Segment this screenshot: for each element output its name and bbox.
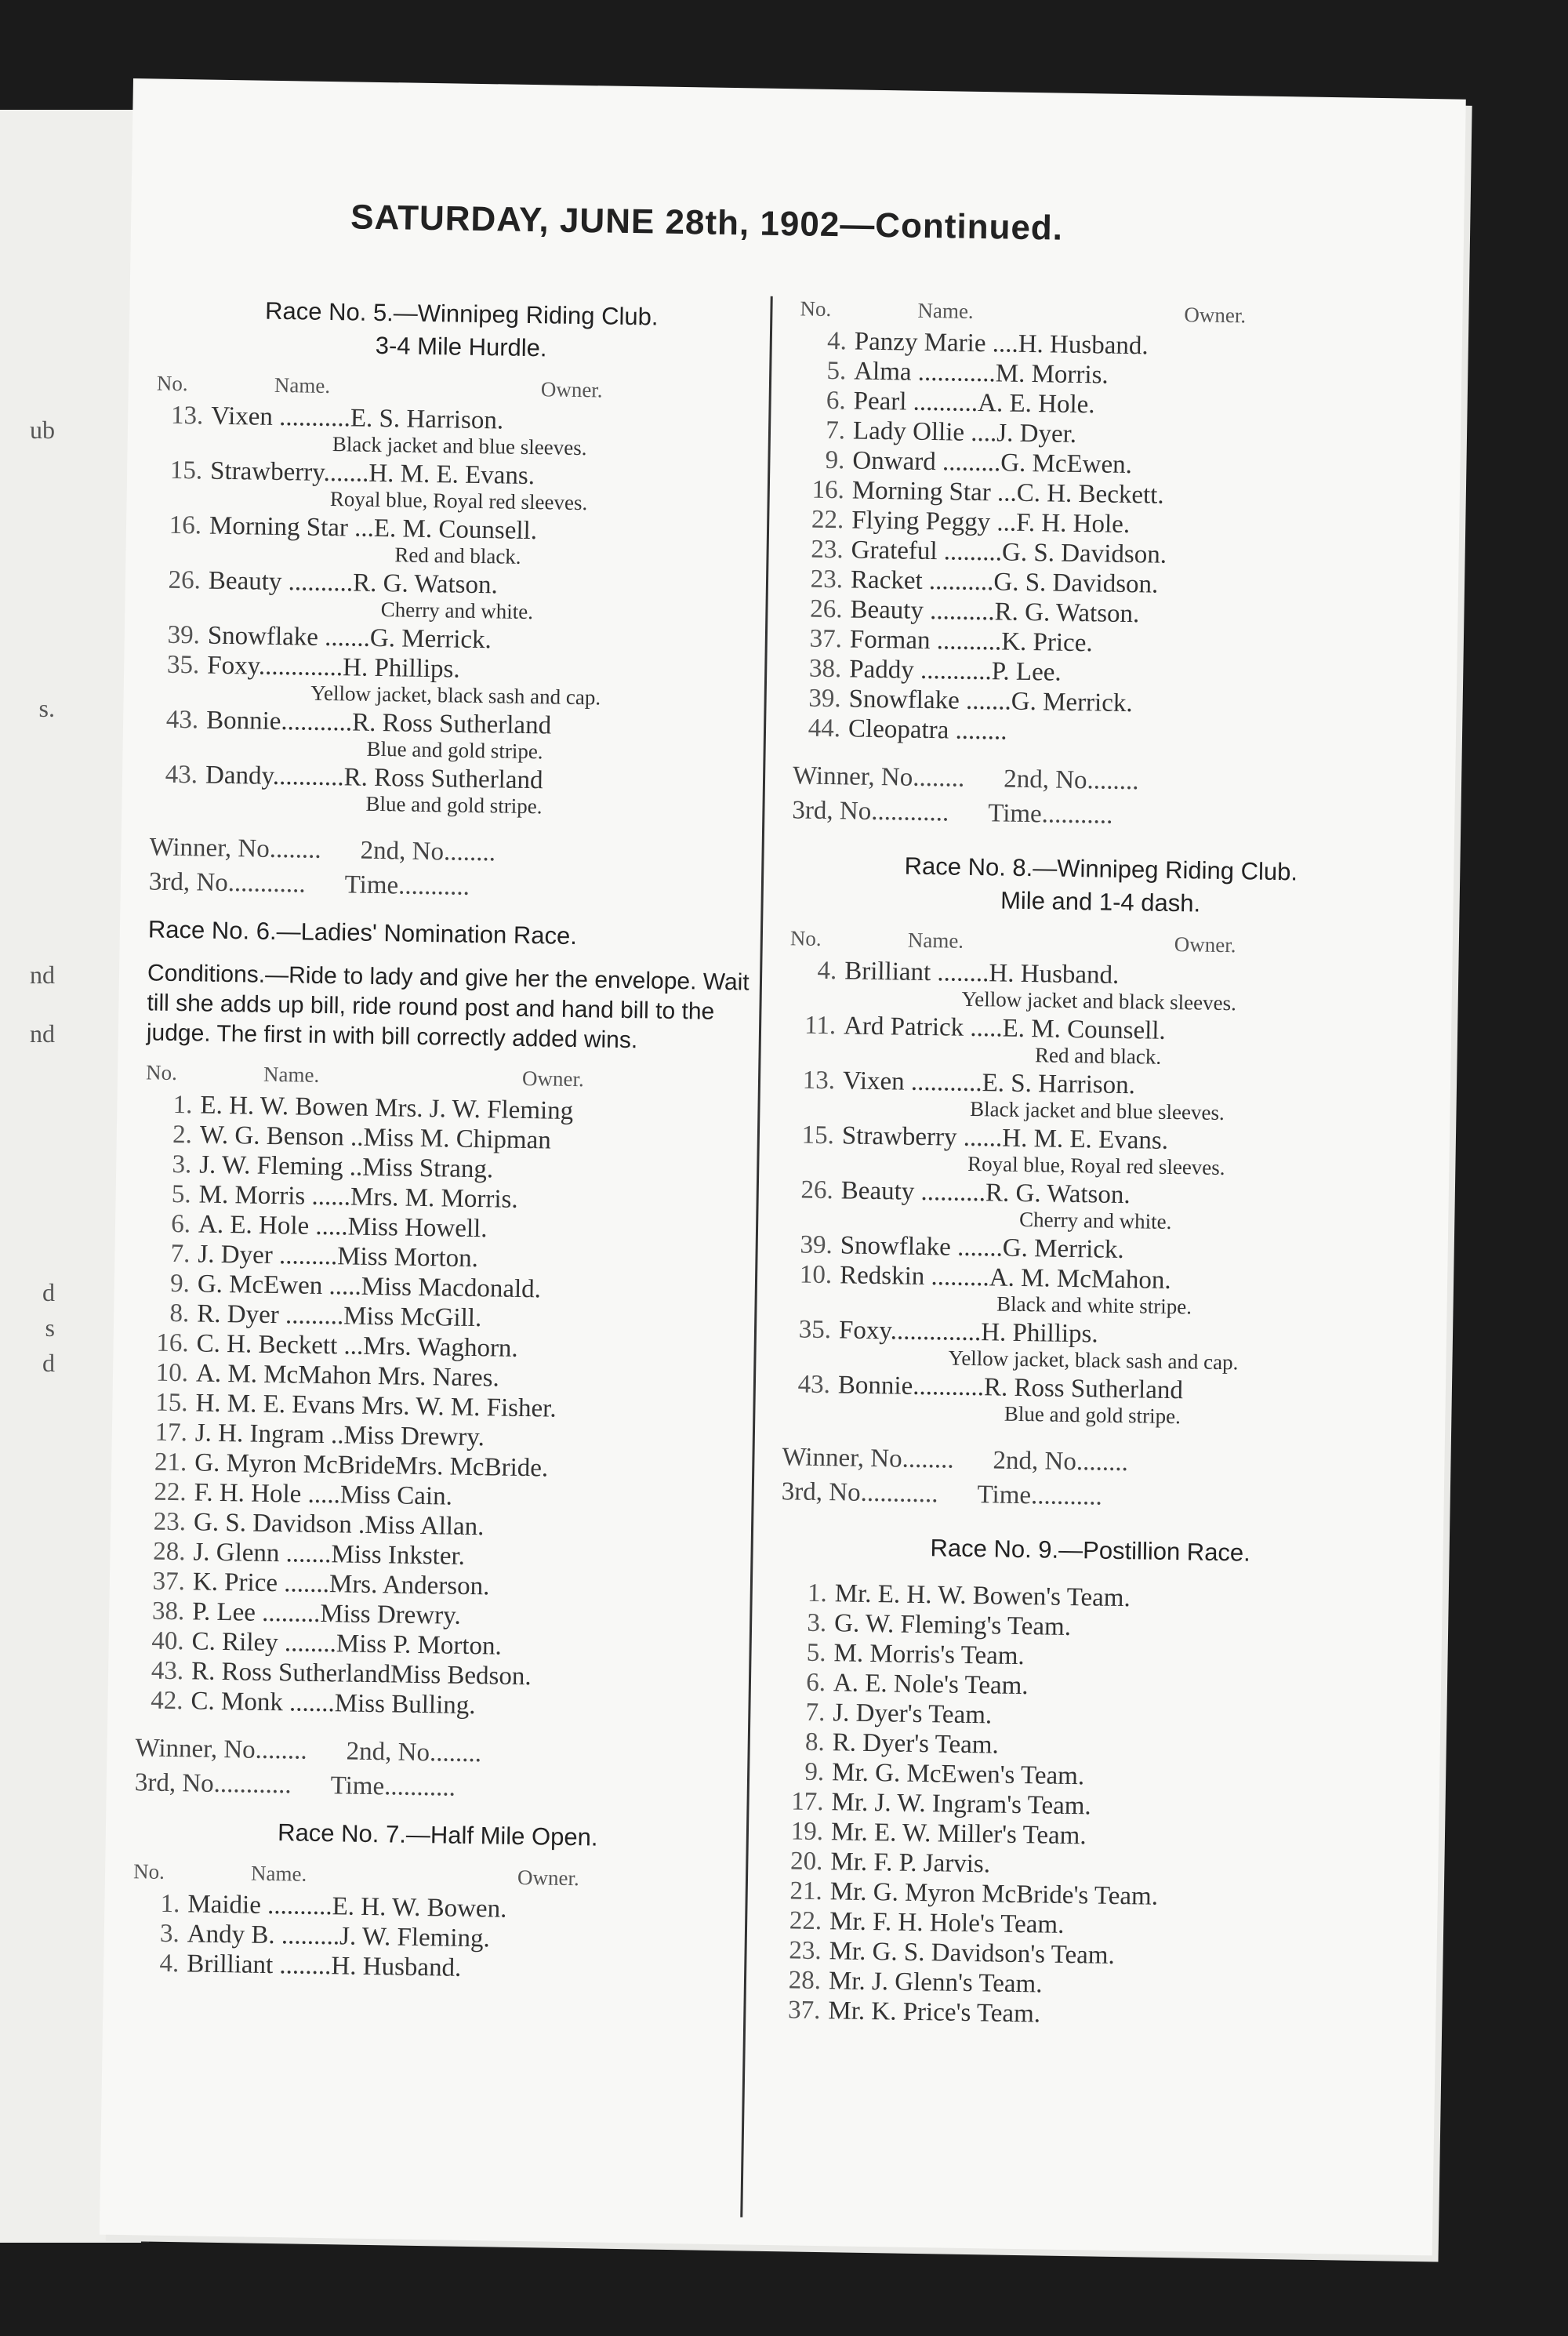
third-label: 3rd, No............: [781, 1477, 938, 1509]
entry-name-owner: Lady Ollie ....J. Dyer.: [852, 416, 1077, 449]
race-5-title-line1: Race No. 5.—Winnipeg Riding Club.: [264, 296, 659, 331]
entry-name-owner: Alma ............M. Morris.: [853, 357, 1109, 390]
entry-name-owner: Paddy ...........P. Lee.: [848, 655, 1062, 687]
entry-name-owner: P. Lee .........Miss Drewry.: [192, 1597, 462, 1630]
entry-number: 35.: [166, 650, 200, 680]
entry-name-owner: Bonnie...........R. Ross Sutherland: [205, 706, 552, 740]
entry-name-owner: A. E. Hole .....Miss Howell.: [198, 1210, 488, 1244]
left-column: [132, 279, 766, 1988]
entry-number: 7.: [805, 1698, 826, 1727]
entry-number: 16.: [156, 1328, 189, 1358]
entry-number: 4.: [826, 326, 848, 356]
entry-name-owner: Foxy..............H. Phillips.: [838, 1316, 1098, 1349]
entry-name-owner: Mr. K. Price's Team.: [828, 1996, 1041, 2029]
entry-name-owner: Redskin .........A. M. McMahon.: [839, 1261, 1171, 1295]
third-label: 3rd, No............: [134, 1768, 292, 1800]
entry-number: 9.: [169, 1269, 191, 1299]
entry-name-owner: Strawberry.......H. M. E. Evans.: [209, 456, 535, 491]
entry-number: 13.: [170, 401, 204, 431]
entry-name-owner: Mr. J. Glenn's Team.: [828, 1967, 1043, 1999]
entry-name-owner: C. Monk .......Miss Bulling.: [191, 1687, 476, 1720]
entry-number: 4.: [817, 956, 837, 986]
page-header: SATURDAY, JUNE 28th, 1902—Continued.: [350, 198, 1064, 248]
program-page: [100, 78, 1466, 2255]
entry-name-owner: R. Dyer's Team.: [832, 1728, 1000, 1760]
winner-label: Winner, No........: [782, 1443, 954, 1474]
race-7-entries-right: [793, 325, 1419, 752]
left-page-fragment: ub: [30, 416, 55, 444]
heading-name: Name.: [263, 1062, 320, 1087]
entry-number: 22.: [789, 1906, 822, 1936]
entry-number: 17.: [154, 1418, 188, 1448]
entry-number: 9.: [825, 445, 845, 475]
entry-number: 6.: [805, 1668, 826, 1698]
race-8-column-headings: [790, 926, 1410, 960]
entry-number: 7.: [170, 1239, 191, 1269]
entry-name-owner: Mr. G. McEwen's Team.: [831, 1758, 1085, 1791]
race-9-title: Race No. 9.—Postillion Race.: [930, 1534, 1251, 1567]
entry-colors: Black and white stripe.: [996, 1292, 1192, 1319]
entry-name-owner: J. Dyer's Team.: [833, 1698, 993, 1730]
entry-name-owner: Mr. G. Myron McBride's Team.: [829, 1877, 1159, 1911]
second-label: 2nd, No........: [360, 836, 496, 867]
entry-number: 35.: [798, 1315, 832, 1345]
entry-number: 39.: [808, 684, 841, 714]
entry-name-owner: J. Dyer .........Miss Morton.: [198, 1240, 479, 1273]
left-page-fragment: nd: [30, 1019, 55, 1048]
entry-number: 10.: [155, 1358, 189, 1388]
race-8-entries: [782, 955, 1409, 1430]
entry-number: 22.: [154, 1477, 187, 1507]
race-5-column-headings: [157, 372, 764, 405]
heading-no: No.: [145, 1060, 178, 1085]
heading-name: Name.: [274, 372, 331, 398]
heading-owner: Owner.: [521, 1066, 584, 1092]
entry-number: 26.: [800, 1175, 834, 1205]
heading-name: Name.: [907, 928, 964, 953]
race-7-entries-left: [132, 1888, 741, 1987]
winner-label: Winner, No........: [149, 833, 321, 864]
race-6-column-headings: [146, 1060, 753, 1094]
entry-number: 3.: [159, 1919, 180, 1949]
entry-number: 22.: [811, 505, 844, 535]
heading-no: No.: [156, 371, 188, 396]
entry-name-owner: G. S. Davidson .Miss Allan.: [193, 1508, 485, 1542]
entry-name-owner: G. McEwen .....Miss Macdonald.: [197, 1270, 542, 1304]
entry-name-owner: C. H. Beckett ...Mrs. Waghorn.: [196, 1329, 519, 1363]
entry-colors: Royal blue, Royal red sleeves.: [329, 487, 588, 515]
heading-owner: Owner.: [517, 1865, 579, 1891]
entry-name-owner: Mr. E. H. W. Bowen's Team.: [834, 1579, 1131, 1613]
entry-number: 28.: [152, 1537, 186, 1567]
entry-name-owner: Mr. F. H. Hole's Team.: [829, 1907, 1065, 1939]
entry-name-owner: Brilliant ........H. Husband.: [844, 957, 1120, 990]
heading-name: Name.: [917, 298, 974, 323]
entry-number: 19.: [790, 1817, 824, 1847]
entry-name-owner: Flying Peggy ...F. H. Hole.: [851, 506, 1131, 539]
entry-number: 42.: [150, 1686, 183, 1716]
entry-number: 15.: [801, 1121, 835, 1150]
winner-label: Winner, No........: [135, 1734, 307, 1765]
left-page-fragment: d: [42, 1278, 55, 1306]
entry-colors: Black jacket and blue sleeves.: [332, 432, 587, 460]
entry-colors: Blue and gold stripe.: [366, 736, 543, 764]
entry-name-owner: M. Morris ......Mrs. M. Morris.: [198, 1180, 518, 1214]
entry-number: 43.: [165, 705, 199, 735]
race-5-title: [157, 293, 765, 369]
entry-name-owner: J. Glenn .......Miss Inkster.: [193, 1538, 466, 1571]
entry-number: 4.: [159, 1949, 180, 1978]
entry-number: 15.: [154, 1388, 188, 1418]
entry-number: 2.: [172, 1120, 193, 1150]
entry-number: 20.: [789, 1847, 823, 1876]
entry-name-owner: Maidie ..........E. H. W. Bowen.: [187, 1890, 507, 1924]
entry-number: 23.: [789, 1936, 822, 1966]
entry-name-owner: Racket ..........G. S. Davidson.: [850, 565, 1159, 599]
entry-number: 23.: [153, 1507, 187, 1537]
entry-name-owner: F. H. Hole .....Miss Cain.: [194, 1478, 453, 1511]
entry-colors: Blue and gold stripe.: [1004, 1401, 1181, 1429]
race-7-results: [792, 758, 1412, 837]
entry-name-owner: Dandy...........R. Ross Sutherland: [205, 761, 543, 795]
entry-colors: Red and black.: [394, 543, 521, 569]
time-label: Time...........: [330, 1771, 456, 1802]
entry-name-owner: Snowflake .......G. Merrick.: [840, 1231, 1124, 1265]
race-8-title: [790, 848, 1410, 923]
time-label: Time...........: [344, 870, 470, 901]
entry-name-owner: G. W. Fleming's Team.: [833, 1609, 1072, 1642]
entry-number: 38.: [151, 1597, 185, 1626]
entry-number: 21.: [154, 1448, 187, 1477]
entry-name-owner: Beauty ..........R. G. Watson.: [850, 595, 1140, 629]
entry-number: 26.: [168, 565, 201, 595]
entry-colors: Red and black.: [1034, 1043, 1162, 1069]
entry-name-owner: Panzy Marie ....H. Husband.: [854, 327, 1149, 361]
entry-number: 8.: [804, 1727, 826, 1757]
entry-number: 44.: [808, 714, 841, 743]
entry-name-owner: Grateful .........G. S. Davidson.: [851, 536, 1167, 569]
entry-number: 16.: [811, 475, 845, 505]
entry-name-owner: J. W. Fleming ..Miss Strang.: [198, 1150, 494, 1184]
entry-number: 37.: [787, 1996, 821, 2025]
entry-number: 17.: [791, 1787, 824, 1817]
entry-number: 43.: [151, 1656, 184, 1686]
left-page-fragment: d: [42, 1349, 55, 1377]
entry-number: 5.: [171, 1179, 191, 1209]
entry-number: 43.: [797, 1370, 831, 1400]
entry-name-owner: Mr. E. W. Miller's Team.: [830, 1818, 1087, 1851]
entry-number: 23.: [810, 565, 844, 594]
entry-number: 43.: [165, 760, 198, 790]
entry-number: 40.: [151, 1626, 184, 1656]
entry-name-owner: Snowflake .......G. Merrick.: [848, 685, 1133, 718]
race-6-title: Race No. 6.—Ladies' Nomination Race.: [147, 915, 578, 950]
time-label: Time...........: [977, 1480, 1103, 1511]
entry-name-owner: Beauty ..........R. G. Watson.: [840, 1176, 1131, 1210]
heading-no: No.: [800, 296, 832, 322]
entry-colors: Yellow jacket and black sleeves.: [961, 986, 1237, 1015]
entry-number: 15.: [169, 456, 203, 485]
third-label: 3rd, No............: [148, 867, 306, 899]
entry-number: 1.: [172, 1090, 193, 1120]
heading-owner: Owner.: [1174, 932, 1236, 957]
race-6-entries: [136, 1089, 753, 1724]
entry-name-owner: R. Ross SutherlandMiss Bedson.: [191, 1657, 532, 1691]
entry-number: 23.: [811, 535, 844, 565]
entry-number: 5.: [806, 1638, 826, 1668]
entry-colors: Black jacket and blue sleeves.: [969, 1096, 1225, 1125]
race-5-results: [149, 830, 757, 908]
race-8-title-line1: Race No. 8.—Winnipeg Riding Club.: [904, 852, 1298, 886]
race-6-conditions: Conditions.—Ride to lady and give her the envelope. Wait till she adds up bill, ride round post and hand bill to the judge. The first in with bill correctly added wins.: [146, 960, 750, 1054]
left-page-fragment: nd: [30, 961, 55, 989]
entry-name-owner: G. Myron McBrideMrs. McBride.: [194, 1448, 549, 1483]
entry-colors: Cherry and white.: [380, 598, 534, 624]
entry-name-owner: Mr. F. P. Jarvis.: [830, 1847, 991, 1879]
entry-number: 39.: [167, 620, 201, 650]
entry-number: 37.: [809, 624, 843, 654]
entry-number: 11.: [804, 1011, 837, 1041]
entry-name-owner: Morning Star ...C. H. Beckett.: [851, 476, 1164, 510]
right-column: [773, 296, 1420, 2034]
second-label: 2nd, No........: [1003, 765, 1139, 796]
entry-name-owner: Strawberry ......H. M. E. Evans.: [841, 1121, 1169, 1155]
heading-no: No.: [132, 1859, 165, 1884]
entry-number: 6.: [171, 1209, 191, 1239]
entry-number: 3.: [807, 1608, 827, 1638]
entry-name-owner: H. M. E. Evans Mrs. W. M. Fisher.: [195, 1389, 557, 1423]
entry-name-owner: W. G. Benson ..Miss M. Chipman: [199, 1121, 552, 1155]
entry-name-owner: A. M. McMahon Mrs. Nares.: [195, 1359, 500, 1393]
entry-number: 26.: [809, 594, 843, 624]
heading-name: Name.: [250, 1861, 307, 1886]
entry-number: 8.: [169, 1299, 190, 1328]
race-7-title: Race No. 7.—Half Mile Open.: [277, 1818, 598, 1851]
entry-name-owner: Bonnie...........R. Ross Sutherland: [837, 1371, 1184, 1405]
entry-name-owner: M. Morris's Team.: [833, 1639, 1025, 1671]
race-5-title-line2: 3-4 Mile Hurdle.: [375, 331, 547, 362]
entry-colors: Yellow jacket, black sash and cap.: [948, 1346, 1239, 1375]
entry-colors: Cherry and white.: [1018, 1207, 1172, 1233]
race-7-column-headings-continued: [800, 296, 1419, 330]
race-7-column-headings: [133, 1859, 741, 1893]
heading-owner: Owner.: [540, 377, 603, 402]
entry-name-owner: R. Dyer .........Miss McGill.: [196, 1299, 482, 1333]
entry-number: 38.: [808, 654, 842, 684]
left-page-fragment: s: [45, 1313, 55, 1342]
heading-owner: Owner.: [1184, 303, 1247, 328]
entry-number: 5.: [826, 356, 847, 386]
second-label: 2nd, No........: [993, 1446, 1129, 1477]
entry-name-owner: Mr. G. S. Davidson's Team.: [829, 1937, 1116, 1970]
entry-number: 7.: [826, 416, 846, 445]
entry-number: 9.: [804, 1757, 825, 1787]
entry-name-owner: Onward .........G. McEwen.: [852, 446, 1133, 480]
race-8-title-line2: Mile and 1-4 dash.: [1000, 886, 1201, 917]
entry-colors: Royal blue, Royal red sleeves.: [967, 1151, 1225, 1180]
entry-number: 1.: [807, 1579, 828, 1608]
entry-name-owner: Ard Patrick .....E. M. Counsell.: [843, 1012, 1167, 1045]
entry-number: 6.: [826, 386, 846, 416]
time-label: Time...........: [987, 799, 1113, 830]
winner-label: Winner, No........: [792, 761, 965, 793]
second-label: 2nd, No........: [346, 1737, 482, 1768]
entry-number: 37.: [152, 1567, 186, 1597]
entry-name-owner: Mr. J. W. Ingram's Team.: [831, 1788, 1092, 1821]
entry-name-owner: Brilliant ........H. Husband.: [186, 1949, 462, 1982]
left-page-fragment: s.: [38, 694, 55, 722]
entry-name-owner: C. Riley ........Miss P. Morton.: [191, 1627, 503, 1661]
entry-name-owner: E. H. W. Bowen Mrs. J. W. Fleming: [200, 1091, 574, 1125]
entry-name-owner: Foxy.............H. Phillips.: [206, 651, 460, 684]
race-5-entries: [150, 401, 764, 821]
entry-colors: Yellow jacket, black sash and cap.: [310, 681, 601, 710]
entry-number: 28.: [788, 1966, 822, 1996]
entry-name-owner: Vixen ...........E. S. Harrison.: [210, 401, 504, 435]
entry-number: 10.: [799, 1260, 833, 1290]
race-6-results: [135, 1731, 743, 1809]
entry-name-owner: Cleopatra ........: [848, 714, 1007, 746]
entry-name-owner: Morning Star ...E. M. Counsell.: [209, 511, 538, 546]
entry-name-owner: Vixen ...........E. S. Harrison.: [842, 1066, 1136, 1100]
entry-number: 3.: [172, 1150, 192, 1179]
entry-name-owner: A. E. Nole's Team.: [833, 1669, 1029, 1701]
entry-name-owner: J. H. Ingram ..Miss Drewry.: [194, 1419, 485, 1452]
entry-name-owner: K. Price .......Mrs. Anderson.: [192, 1568, 490, 1601]
entry-number: 39.: [800, 1230, 833, 1260]
entry-number: 16.: [169, 510, 202, 540]
entry-number: 13.: [802, 1066, 836, 1095]
entry-name-owner: Andy B. .........J. W. Fleming.: [187, 1920, 491, 1953]
race-9-teams: [773, 1578, 1399, 2034]
entry-name-owner: Forman ..........K. Price.: [849, 625, 1093, 658]
entry-number: 1.: [160, 1889, 180, 1919]
entry-number: 21.: [789, 1876, 823, 1906]
heading-no: No.: [789, 926, 822, 950]
entry-colors: Blue and gold stripe.: [365, 791, 543, 819]
race-8-results: [781, 1440, 1401, 1518]
entry-name-owner: Snowflake .......G. Merrick.: [207, 621, 492, 655]
third-label: 3rd, No............: [792, 796, 949, 827]
entry-name-owner: Beauty ..........R. G. Watson.: [208, 566, 499, 600]
entry-name-owner: Pearl ..........A. E. Hole.: [853, 387, 1095, 420]
